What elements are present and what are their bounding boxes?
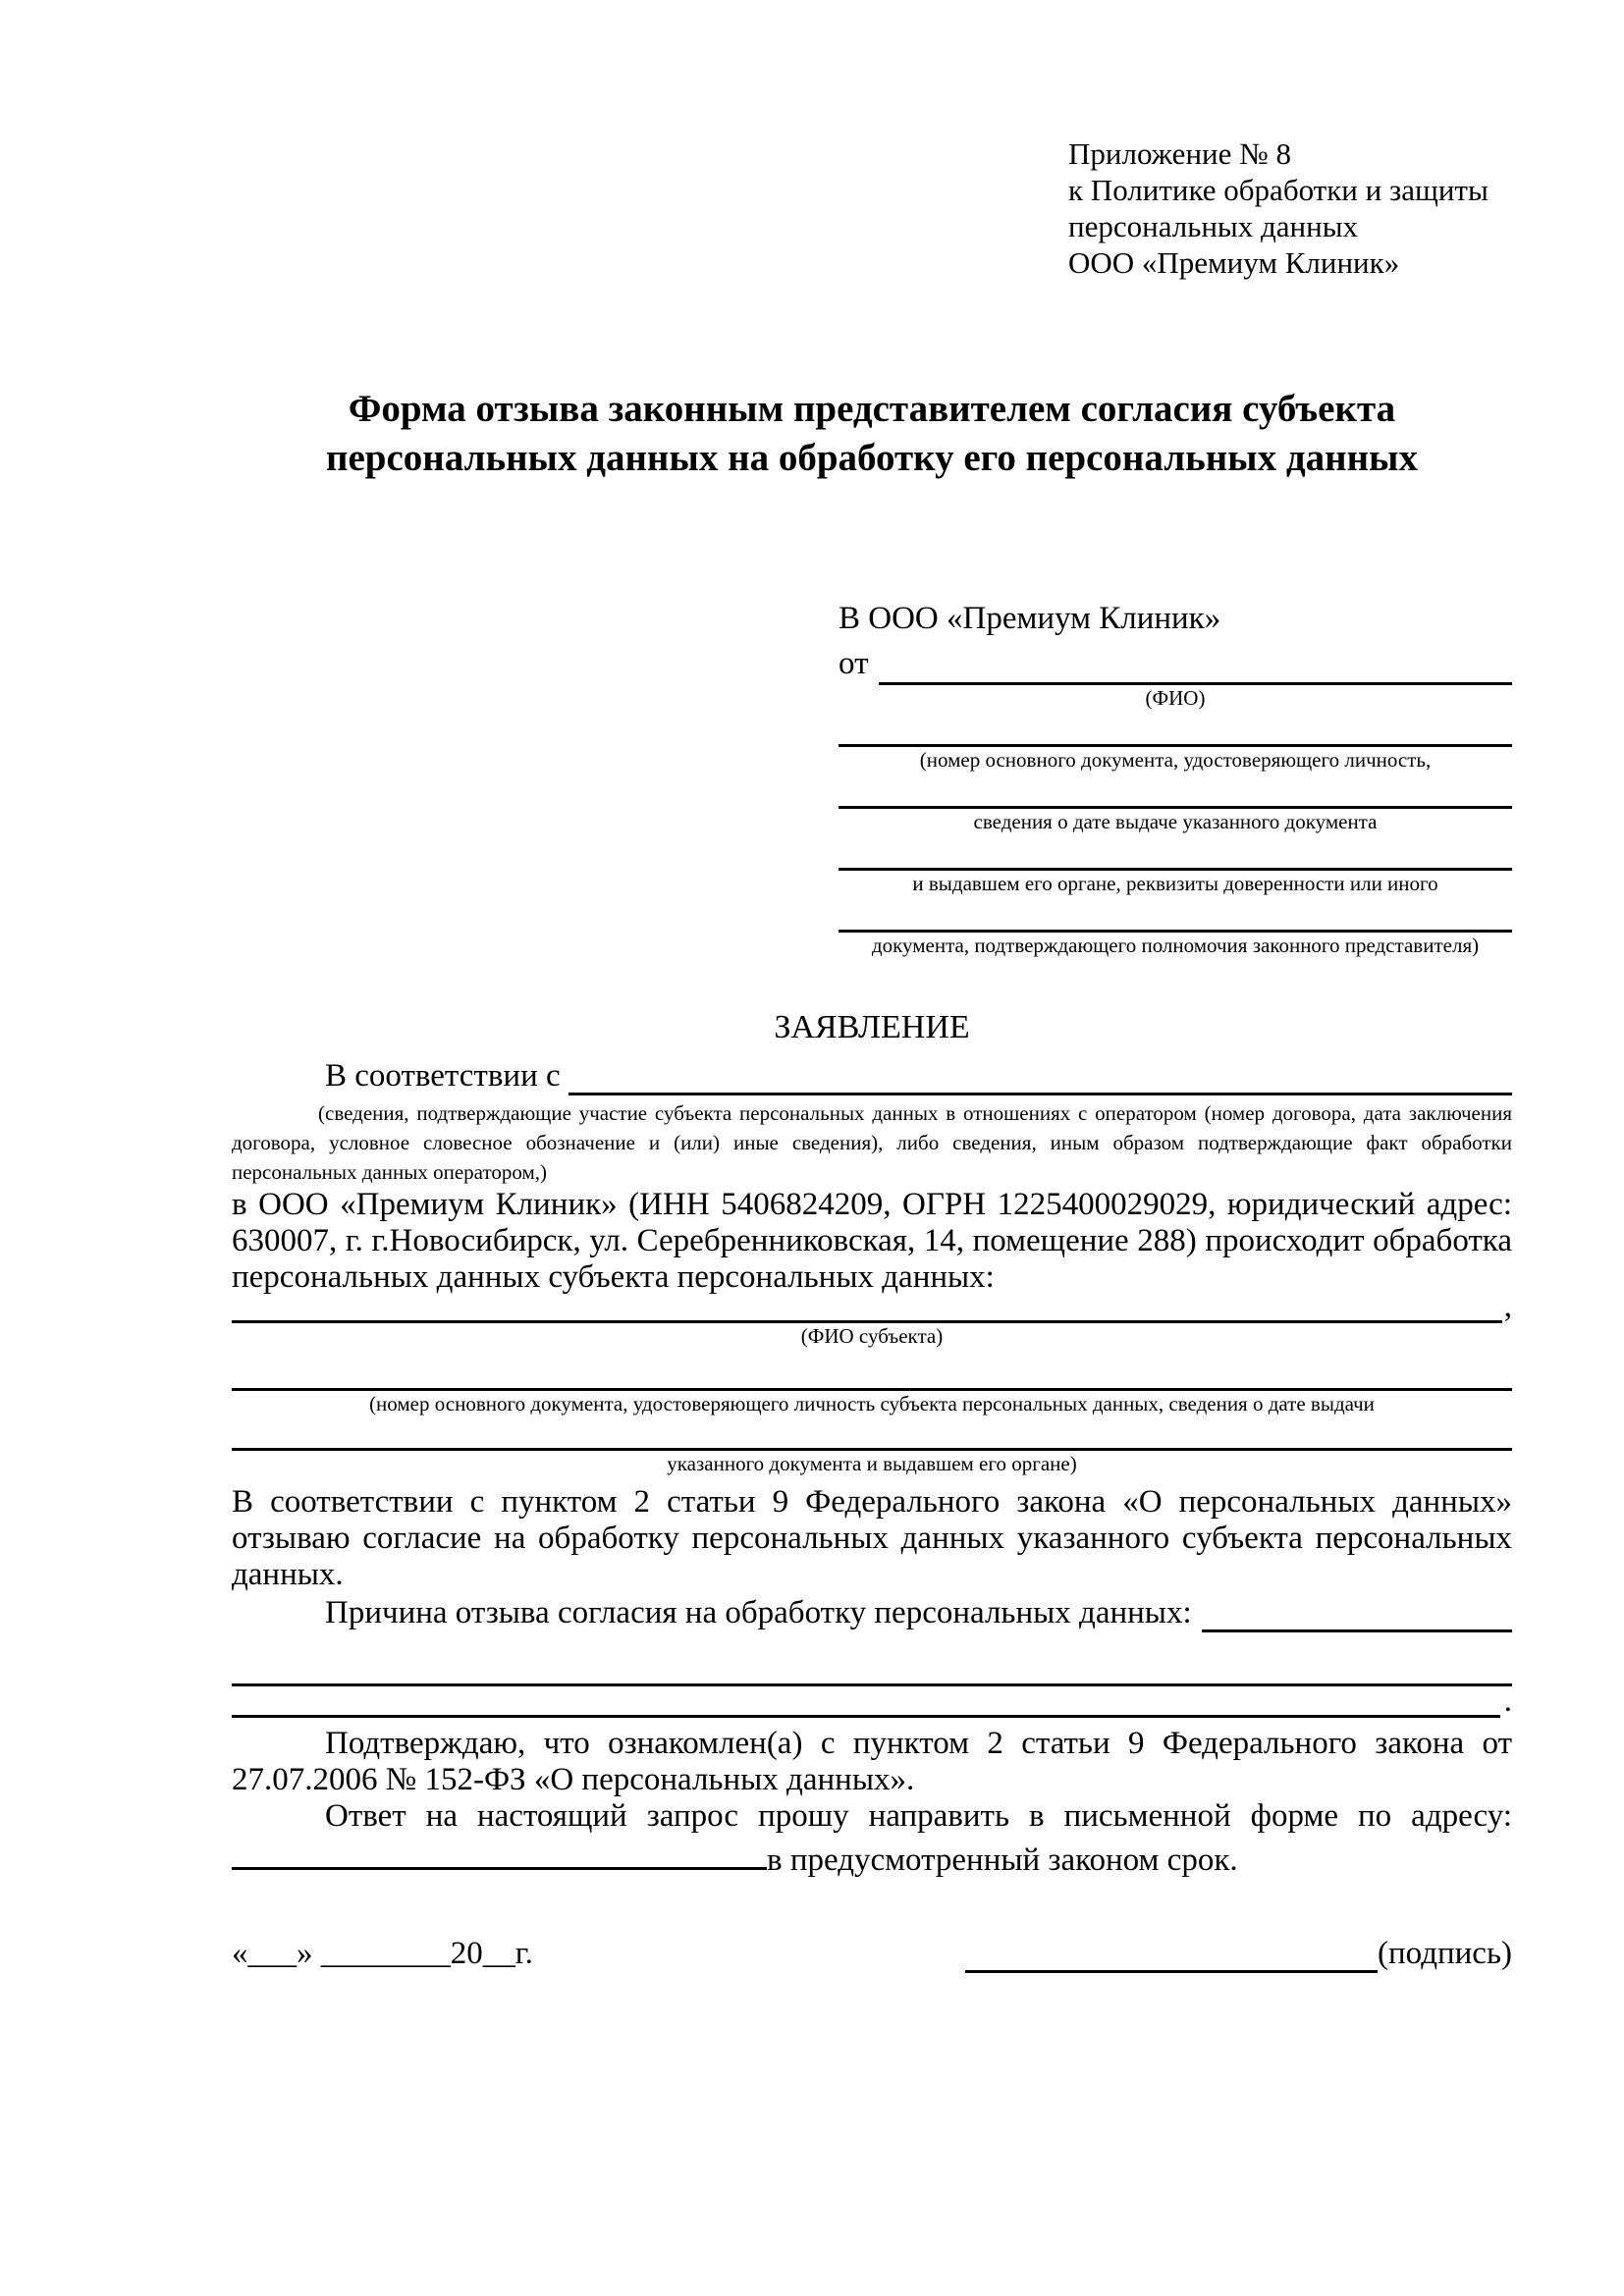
appendix-line: к Политике обработки и защиты (1068, 173, 1489, 207)
from-label: от (839, 646, 869, 681)
representative-doc-line-3[interactable] (839, 834, 1512, 871)
footer-row (232, 1934, 1512, 1973)
reply-address-line[interactable] (232, 1835, 767, 1870)
reason-line-continued-2-row (232, 1683, 1512, 1719)
trailing-period: . (1503, 1683, 1512, 1719)
confirm-paragraph: Подтверждаю, что ознакомлен(а) с пунктом 2 статьи 9 Федерального закона от 27.07.2006 № 152-ФЗ «О персональных данных». (232, 1726, 1512, 1797)
appendix-line: персональных данных (1068, 209, 1359, 243)
document-title: Форма отзыва законным представителем согласия субъекта персональных данных на обработку его персональных данных (325, 388, 1419, 479)
reason-row (232, 1593, 1512, 1632)
withdraw-paragraph: В соответствии с пунктом 2 статьи 9 Федерального закона «О персональных данных» отзываю согласие на обработку персональных данных указанного субъекта персональных данных. (232, 1484, 1512, 1592)
accordance-label: В соответствии с (325, 1058, 561, 1094)
subject-fio-caption: (ФИО субъекта) (800, 1324, 944, 1348)
signature-block (965, 1934, 1512, 1973)
from-row (839, 640, 1512, 685)
appendix-line: Приложение № 8 (1068, 136, 1291, 171)
reply-paragraph (232, 1798, 1512, 1879)
reason-label: Причина отзыва согласия на обработку персональных данных: (325, 1595, 1192, 1630)
representative-doc-caption-3: и выдавшем его органе, реквизиты доверенности или иного (912, 872, 1438, 895)
fio-caption: (ФИО) (1145, 686, 1206, 710)
reason-line-continued-1[interactable] (232, 1632, 1512, 1686)
appendix-block (1068, 135, 1512, 281)
reason-line-start[interactable] (1202, 1629, 1512, 1632)
signature-caption: (подпись) (1378, 1936, 1512, 1971)
reason-line-continued-2[interactable] (232, 1715, 1500, 1718)
accordance-basis-line[interactable] (568, 1093, 1512, 1095)
representative-doc-caption-4: документа, подтверждающего полномочия законного представителя) (871, 934, 1480, 957)
addressee-to: В ООО «Премиум Клиник» (839, 601, 1221, 636)
fine-print-note: (сведения, подтверждающие участие субъекта персональных данных в отношениях с оператором (номер договора, дата заключения договора, условное словесное обозначение и (или) иные сведения), либо сведения, иным образом подтверждающие факт обработки персональных данных оператором,) (232, 1101, 1512, 1184)
subject-doc-caption-1: (номер основного документа, удостоверяющего личность субъекта персональных данных, сведения о дате выдачи (369, 1392, 1375, 1415)
statement-heading: ЗАЯВЛЕНИЕ (774, 1009, 970, 1045)
reply-text-end: в предусмотренный законом срок. (767, 1842, 1238, 1878)
accordance-row (232, 1056, 1512, 1095)
signature-line[interactable] (965, 1936, 1378, 1973)
subject-fio-row (232, 1289, 1512, 1324)
subject-fio-trailing-comma: , (1503, 1289, 1512, 1324)
subject-doc-line-1[interactable] (232, 1349, 1512, 1391)
date-line[interactable]: «___» ________20__г. (232, 1936, 533, 1971)
representative-doc-line-1[interactable] (839, 711, 1512, 747)
operator-paragraph: в ООО «Премиум Клиник» (ИНН 5406824209, ОГРН 1225400029029, юридический адрес: 630007, г. г.Новосибирск, ул. Серебренниковская, 14, помещение 288) происходит обработка персональных данных субъекта персональных данных: (232, 1187, 1512, 1295)
subject-doc-caption-2: указанного документа и выдавшем его органе) (667, 1452, 1077, 1475)
subject-doc-line-2[interactable] (232, 1416, 1512, 1451)
reply-text-start: Ответ на настоящий запрос прошу направить в письменной форме по адресу: (325, 1798, 1512, 1834)
representative-doc-line-4[interactable] (839, 896, 1512, 933)
appendix-line: ООО «Премиум Клиник» (1068, 245, 1400, 280)
addressee-block (839, 597, 1512, 958)
representative-doc-caption-1: (номер основного документа, удостоверяющего личность, (919, 748, 1432, 772)
representative-doc-line-2[interactable] (839, 773, 1512, 809)
representative-doc-caption-2: сведения о дате выдаче указанного документа (973, 810, 1378, 833)
